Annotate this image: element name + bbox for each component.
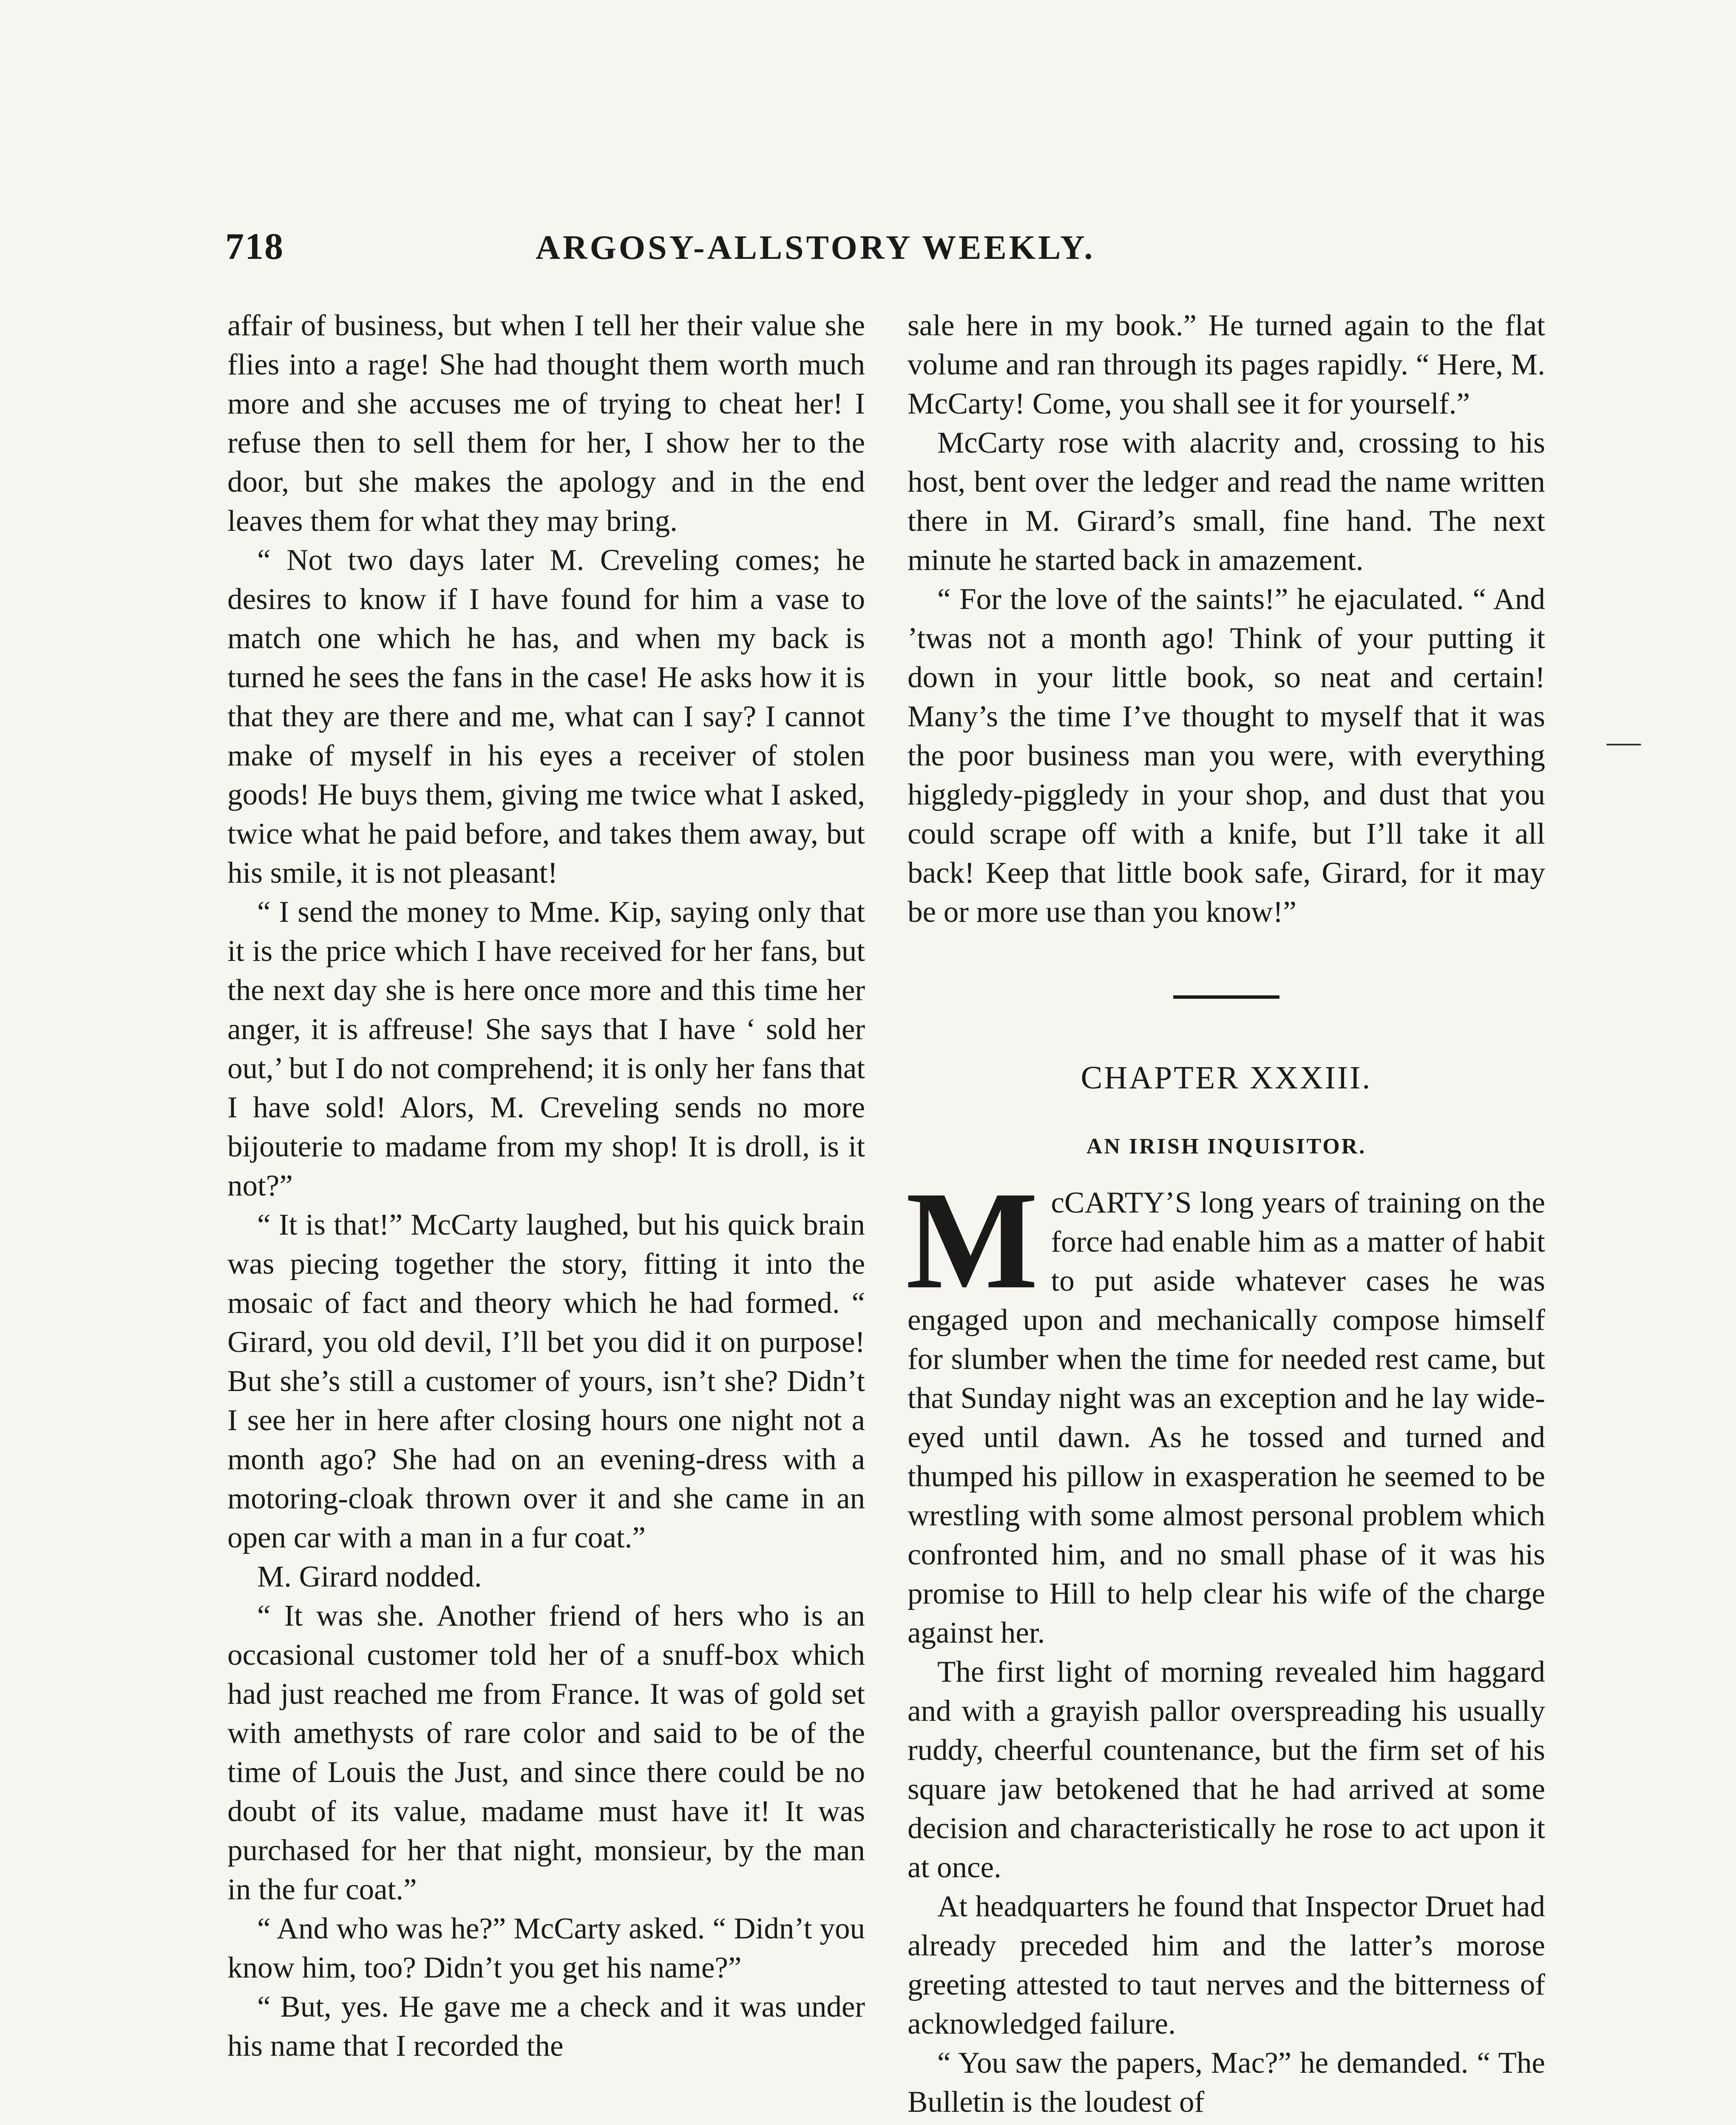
margin-dash-mark: — — [1607, 723, 1641, 760]
paragraph: “ It is that!” McCarty laughed, but his quick brain was piecing together the story, fitting it into the mosaic of fact and theory which he had formed. “ Girard, you old devil, I’ll bet you did it on purpose! But she’s still a customer of yours, isn’t she? Didn’t I see her in here after closing hours one night not a month ago? She had on an evening-dress with a motoring-cloak thrown over it and she came in an open car with a man in a fur coat.” — [227, 1208, 865, 1554]
paragraph: The first light of morning revealed him haggard and with a grayish pallor overspreading his usually ruddy, cheerful countenance, but the firm set of his square jaw betokened that he had arrived at some decision and characteristically he rose to act upon it at once. — [908, 1655, 1545, 1884]
paragraph: “ Not two days later M. Creveling comes; he desires to know if I have found for him a vase to match one which he has, and when my back is turned he sees the fans in the case! He asks how it is that they are there and me, what can I say? I cannot make of myself in his eyes a receiver of stolen goods! He buys them, giving me twice what I asked, twice what he paid before, and takes them away, but his smile, it is not pleasant! — [227, 544, 865, 890]
chapter-heading: CHAPTER XXXIII. — [1081, 1060, 1372, 1096]
left-column — [227, 306, 865, 2066]
paragraph: At headquarters he found that Inspector Druet had already preceded him and the latter’s morose greeting attested to taut nerves and the bitterness of acknowledged failure. — [908, 1890, 1545, 2040]
paragraph: “ It was she. Another friend of hers who is an occasional customer told her of a snuff-box which had just reached me from France. It was of gold set with amethysts of rare color and said to be of the time of Louis the Just, and since there could be no doubt of its value, madame must have it! It was purchased for her that night, monsieur, by the man in the fur coat.” — [227, 1599, 865, 1906]
paragraph: “ For the love of the saints!” he ejaculated. “ And ’twas not a month ago! Think of your putting it down in your little book, so neat and certain! Many’s the time I’ve thought to myself that it was the poor business man you were, with everything higgledy-piggledy in your shop, and dust that you could scrape off with a knife, but I’ll take it all back! Keep that little book safe, Girard, for it may be or more use than you know!” — [908, 583, 1545, 929]
paragraph: sale here in my book.” He turned again to the flat volume and ran through its pages rapidly. “ Here, M. McCarty! Come, you shall see it for yourself.” — [908, 309, 1545, 420]
paragraph: “ You saw the papers, Mac?” he demanded. “ The Bulletin is the loudest of — [908, 2046, 1545, 2119]
paragraph: affair of business, but when I tell her their value she flies into a rage! She had thought them worth much more and she accuses me of trying to cheat her! I refuse then to sell them for her, I show her to the door, but she makes the apology and in the end leaves them for what they may bring. — [227, 309, 865, 538]
paragraph: M. Girard nodded. — [257, 1560, 482, 1593]
paragraph: “ And who was he?” McCarty asked. “ Didn’t you know him, too? Didn’t you get his name?” — [227, 1912, 865, 1984]
chapter-subtitle: AN IRISH INQUISITOR. — [1086, 1134, 1367, 1159]
paragraph: McCarty rose with alacrity and, crossing to his host, bent over the ledger and read the name written there in M. Girard’s small, fine hand. The next minute he started back in amazement. — [908, 426, 1545, 577]
page-number: 718 — [225, 226, 284, 267]
running-title: ARGOSY-ALLSTORY WEEKLY. — [536, 229, 1095, 266]
chapter-first-paragraph — [906, 1163, 1545, 1652]
section-divider — [1173, 995, 1279, 999]
paragraph-text: cCARTY’S long years of training on the force had enable him as a matter of habit to put aside whatever cases he was engaged upon and mechanically compose himself for slumber when the time for needed rest came, but that Sunday night was an exception and he lay wide-eyed until dawn. As he tossed and turned and thumped his pillow in exasperation he seemed to be wrestling with some almost personal problem which confronted him, and no small phase of it was his promise to Hill to help clear his wife of the charge against her. — [908, 1186, 1545, 1649]
drop-cap: M — [906, 1163, 1038, 1318]
paragraph: “ But, yes. He gave me a check and it was under his name that I recorded the — [227, 1990, 865, 2063]
paragraph: “ I send the money to Mme. Kip, saying only that it is the price which I have received for her fans, but the next day she is here once more and this time her anger, it is affreuse! She says that I have ‘ sold her out,’ but I do not comprehend; it is only her fans that I have sold! Alors, M. Creveling sends no more bijouterie to madame from my shop! It is droll, is it not?” — [227, 895, 865, 1202]
right-column — [908, 306, 1545, 2122]
